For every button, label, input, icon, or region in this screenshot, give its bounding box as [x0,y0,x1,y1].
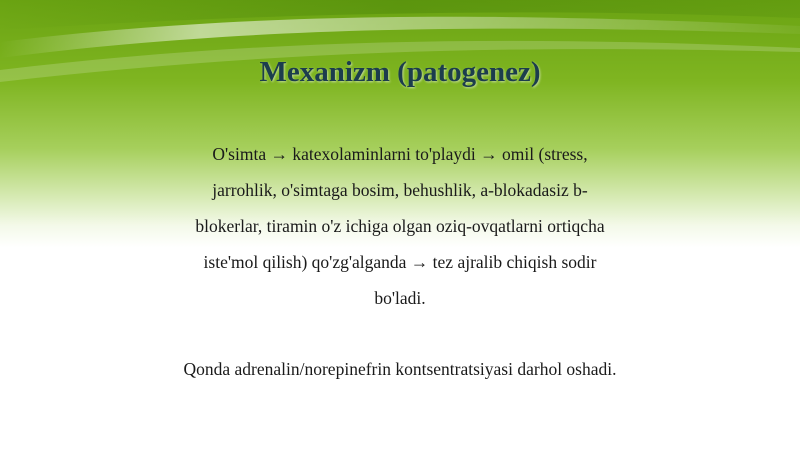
mechanism-paragraph: O'simta → katexolaminlarni to'playdi → omil (stress, jarrohlik, o'simtaga bosim, behushlik, a-blokadasiz b-blokerlar, tiramin o'z ichiga olgan oziq-ovqatlarni ortiqcha iste'mol qilish) qo'zg'alganda → tez ajralib chiqish sodir bo'ladi. [195,144,605,308]
concentration-paragraph: Qonda adrenalin/norepinefrin kontsentratsiyasi darhol oshadi. [183,359,617,379]
slide-title: Mexanizm (patogenez) [259,56,541,88]
